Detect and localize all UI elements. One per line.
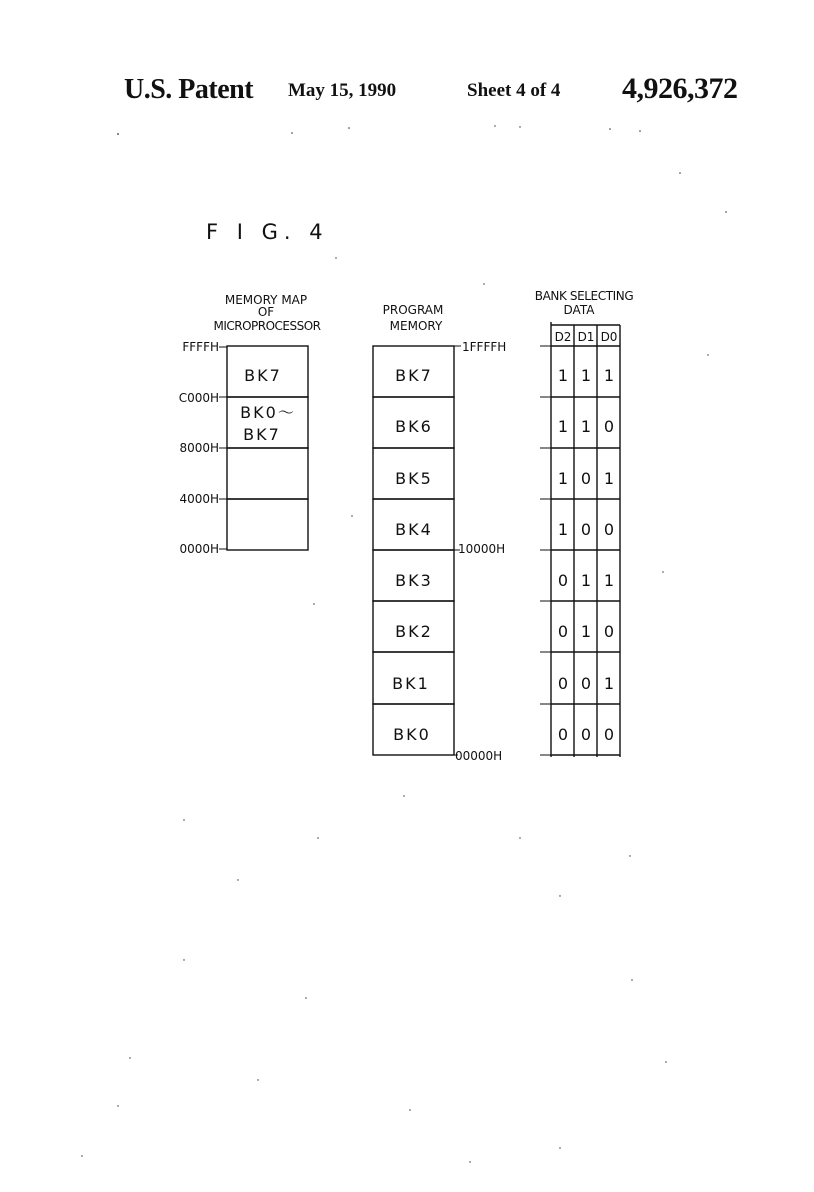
- memory-map-address: 4000H: [179, 492, 219, 506]
- bit-cell: 1: [603, 674, 615, 693]
- program-memory-bank-label: BK7: [395, 366, 433, 385]
- bank-selecting-column-header: D1: [577, 330, 595, 344]
- bit-cell: 1: [603, 571, 615, 590]
- bit-cell: 0: [557, 571, 569, 590]
- program-memory-bank-label: BK5: [395, 469, 433, 488]
- bit-cell: 0: [603, 417, 615, 436]
- bit-cell: 0: [557, 674, 569, 693]
- bit-cell: 0: [603, 725, 615, 744]
- memory-map-address: 8000H: [179, 441, 219, 455]
- memory-map-title-line-1: MEMORY MAP: [224, 293, 308, 307]
- bit-cell: 1: [580, 417, 592, 436]
- bit-cell: 0: [580, 725, 592, 744]
- program-memory-banks: [373, 346, 454, 755]
- program-memory-bank-label: BK0: [393, 725, 431, 744]
- program-memory-address: 1FFFFH: [462, 340, 507, 354]
- bit-cell: 1: [603, 469, 615, 488]
- program-memory-bank-label: BK6: [395, 417, 433, 436]
- bank-selecting-column-header: D0: [600, 330, 618, 344]
- bit-cell: 1: [557, 469, 569, 488]
- program-memory-address: 00000H: [455, 749, 503, 763]
- bit-cell: 1: [557, 520, 569, 539]
- memory-map-block-label: BK0～: [240, 403, 296, 422]
- memory-map-title: [213, 293, 320, 333]
- program-memory-bank-label: BK2: [395, 622, 433, 641]
- memory-map-address-ticks: [219, 347, 227, 549]
- bit-cell: 0: [580, 520, 592, 539]
- program-memory-bank-labels: [392, 366, 433, 744]
- bank-selecting-title: [535, 289, 634, 317]
- bit-cell: 1: [580, 622, 592, 641]
- bank-selecting-title-line-2: DATA: [563, 303, 595, 317]
- program-memory-title-line-1: PROGRAM: [382, 303, 444, 317]
- bit-cell: 1: [580, 366, 592, 385]
- memory-map-block-label: BK7: [244, 366, 282, 385]
- bank-selecting-column-headers: [555, 330, 618, 344]
- bank-selecting-title-line-1: BANK SELECTING: [534, 289, 634, 303]
- program-memory-address-ticks: [454, 346, 461, 755]
- patent-header-sheet: Sheet 4 of 4: [467, 80, 561, 101]
- memory-map-address: FFFFH: [182, 340, 219, 354]
- program-memory-bank-label: BK3: [395, 571, 433, 590]
- memory-map-block-0000-4000: [227, 499, 308, 550]
- bit-cell: 0: [580, 674, 592, 693]
- program-memory-bank-label: BK4: [395, 520, 433, 539]
- memory-map-address: C000H: [178, 391, 219, 405]
- memory-map-addresses: [179, 340, 219, 556]
- bit-cell: 1: [557, 366, 569, 385]
- memory-map-block-label: BK7: [243, 425, 281, 444]
- patent-header-number: 4,926,372: [622, 72, 738, 105]
- memory-map-block-labels: [240, 366, 296, 444]
- bit-cell: 1: [603, 366, 615, 385]
- memory-map-address: 0000H: [179, 542, 219, 556]
- bit-cell: 1: [580, 571, 592, 590]
- scan-noise: [81, 125, 727, 1162]
- bit-cell: 0: [603, 520, 615, 539]
- program-memory-addresses: [455, 340, 506, 763]
- program-memory-title: [383, 303, 444, 333]
- patent-header-title: U.S. Patent: [124, 74, 254, 105]
- memory-map-title-line-3: MICROPROCESSOR: [213, 319, 321, 333]
- bit-cell: 0: [557, 622, 569, 641]
- memory-map-title-line-2: OF: [257, 305, 275, 319]
- program-memory-bank-label: BK1: [392, 674, 430, 693]
- bit-cell: 0: [603, 622, 615, 641]
- bank-selecting-values: [558, 366, 614, 744]
- program-memory-address: 10000H: [458, 542, 506, 556]
- memory-map-block-4000-8000: [227, 448, 308, 499]
- bit-cell: 0: [557, 725, 569, 744]
- program-memory-title-line-2: MEMORY: [389, 319, 443, 333]
- figure-label: F I G. 4: [206, 220, 329, 244]
- bank-selecting-row-ticks: [540, 346, 551, 755]
- bit-cell: 1: [557, 417, 569, 436]
- bit-cell: 0: [580, 469, 592, 488]
- bank-selecting-column-header: D2: [554, 330, 572, 344]
- patent-header-date: May 15, 1990: [288, 80, 397, 101]
